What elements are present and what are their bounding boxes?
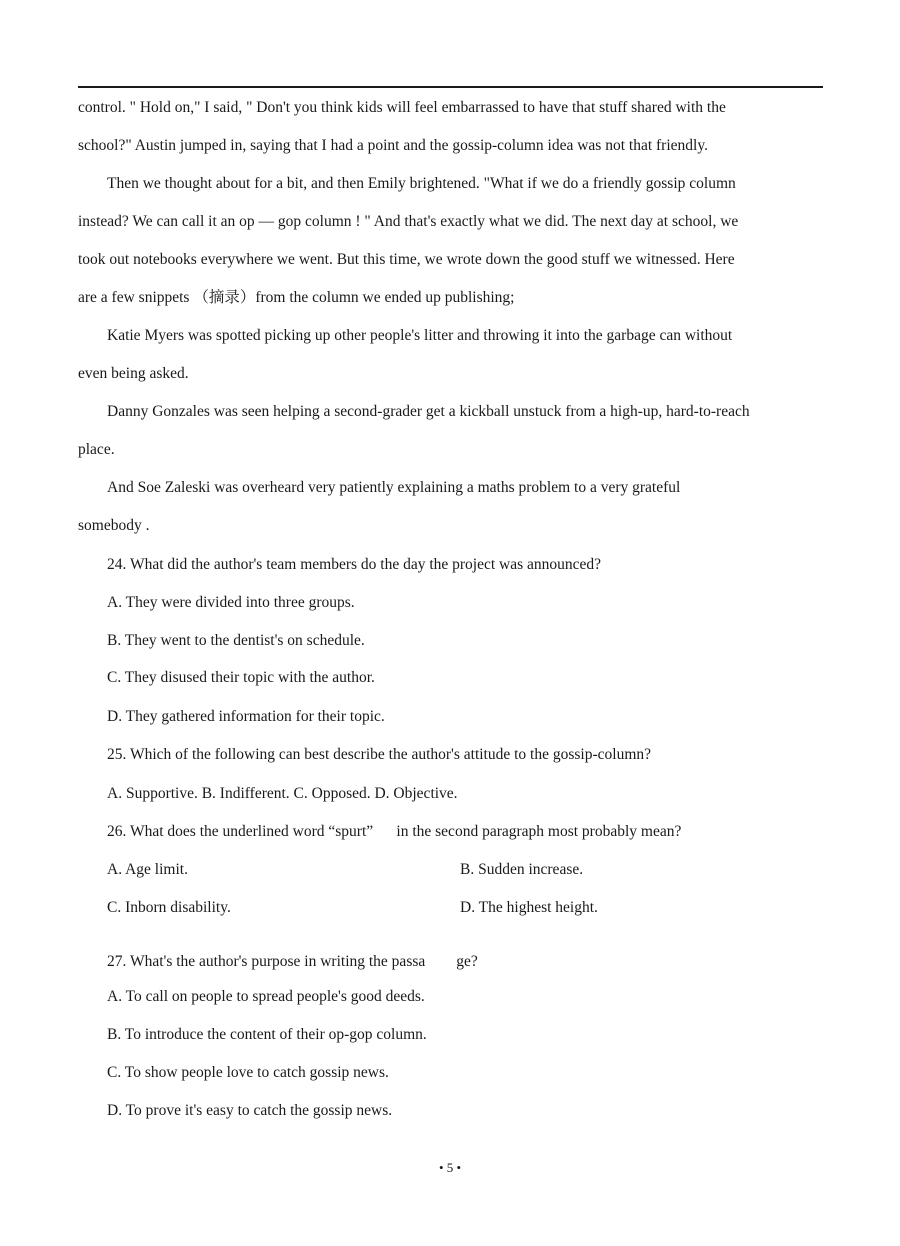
passage-line-6: are a few snippets （摘录）from the column we ended up publishing;: [78, 289, 515, 306]
question-26-stem: 26. What does the underlined word “spurt” in the second paragraph most probably mean?: [107, 823, 682, 840]
question-27-option-b: B. To introduce the content of their op-gop column.: [107, 1026, 427, 1043]
question-25-stem: 25. Which of the following can best describe the author's attitude to the gossip-column?: [107, 746, 652, 763]
passage-line-12: somebody .: [78, 517, 150, 534]
question-26-option-d: D. The highest height.: [460, 899, 598, 916]
question-26-option-a: A. Age limit.: [107, 861, 188, 878]
question-24-option-d: D. They gathered information for their topic.: [107, 708, 385, 725]
question-26-option-b: B. Sudden increase.: [460, 861, 584, 878]
passage-line-2: school?" Austin jumped in, saying that I had a point and the gossip-column idea was not that friendly.: [78, 137, 708, 154]
question-25-options: A. Supportive. B. Indifferent. C. Opposed. D. Objective.: [107, 785, 458, 802]
passage-line-8: even being asked.: [78, 365, 189, 382]
page-number: • 5 •: [438, 1160, 462, 1175]
question-24-option-b: B. They went to the dentist's on schedule.: [107, 632, 365, 649]
question-27-option-a: A. To call on people to spread people's good deeds.: [107, 988, 425, 1005]
question-27-option-d: D. To prove it's easy to catch the gossip news.: [107, 1102, 393, 1119]
header-rule: [78, 86, 823, 88]
question-27-option-c: C. To show people love to catch gossip news.: [107, 1064, 389, 1081]
question-27-stem: 27. What's the author's purpose in writing the passa ge?: [107, 953, 478, 970]
passage-line-4: instead? We can call it an op — gop column ! " And that's exactly what we did. The next day at school, we: [78, 213, 739, 230]
passage-line-3: Then we thought about for a bit, and then Emily brightened. "What if we do a friendly gossip column: [107, 175, 736, 192]
passage-line-9: Danny Gonzales was seen helping a second-grader get a kickball unstuck from a high-up, hard-to-reach: [107, 403, 750, 420]
passage-line-7: Katie Myers was spotted picking up other people's litter and throwing it into the garbage can without: [107, 327, 733, 344]
question-24-option-c: C. They disused their topic with the author.: [107, 669, 375, 686]
question-24-stem: 24. What did the author's team members do the day the project was announced?: [107, 556, 602, 573]
question-26-option-c: C. Inborn disability.: [107, 899, 231, 916]
passage-line-1: control. " Hold on," I said, " Don't you think kids will feel embarrassed to have that stuff shared with the: [78, 99, 726, 116]
passage-line-11: And Soe Zaleski was overheard very patiently explaining a maths problem to a very grateful: [107, 479, 681, 496]
passage-line-10: place.: [78, 441, 115, 458]
question-24-option-a: A. They were divided into three groups.: [107, 594, 355, 611]
passage-line-5: took out notebooks everywhere we went. But this time, we wrote down the good stuff we witnessed. Here: [78, 251, 735, 268]
